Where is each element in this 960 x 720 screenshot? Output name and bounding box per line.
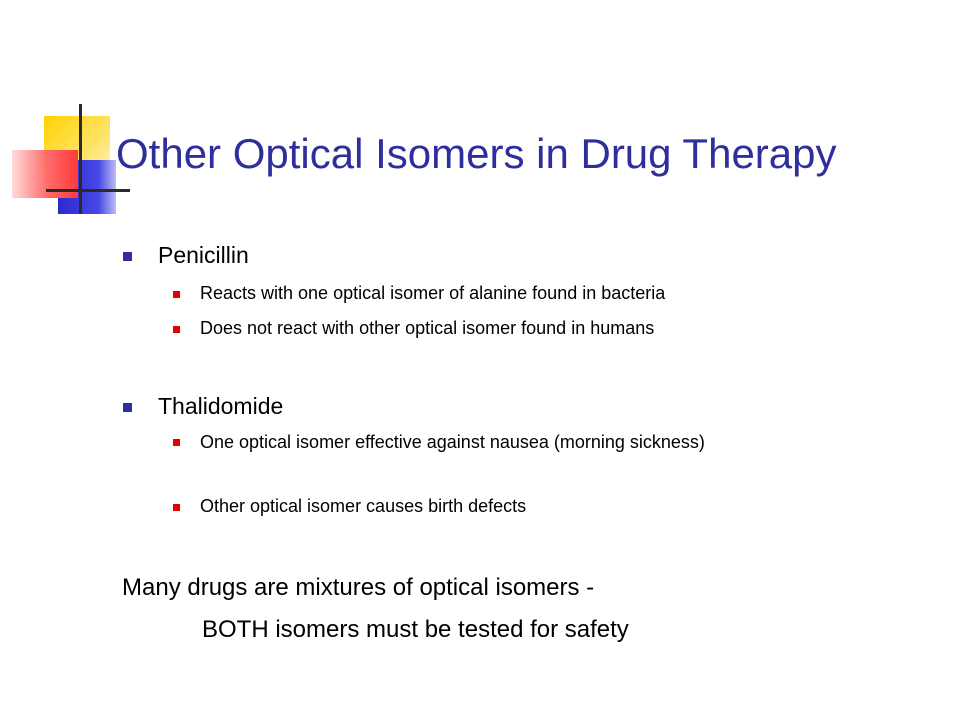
bullet-penicillin: Penicillin (158, 242, 249, 268)
horizontal-line-shape (46, 189, 130, 192)
bullet-thalidomide: Thalidomide (158, 393, 284, 419)
conclusion-line-1: Many drugs are mixtures of optical isomers - (122, 574, 595, 601)
slide-title: Other Optical Isomers in Drug Therapy (116, 130, 837, 177)
sub-bullet: Reacts with one optical isomer of alanine found in bacteria (200, 283, 666, 303)
sub-bullet: Does not react with other optical isomer found in humans (200, 318, 655, 338)
sub-bullet: Other optical isomer causes birth defects (200, 496, 527, 516)
conclusion-line-2: BOTH isomers must be tested for safety (202, 616, 629, 643)
sub-bullet: One optical isomer effective against nausea (morning sickness) (200, 431, 900, 453)
overlapping-squares-logo-icon (0, 0, 140, 220)
vertical-line-shape (79, 104, 82, 214)
